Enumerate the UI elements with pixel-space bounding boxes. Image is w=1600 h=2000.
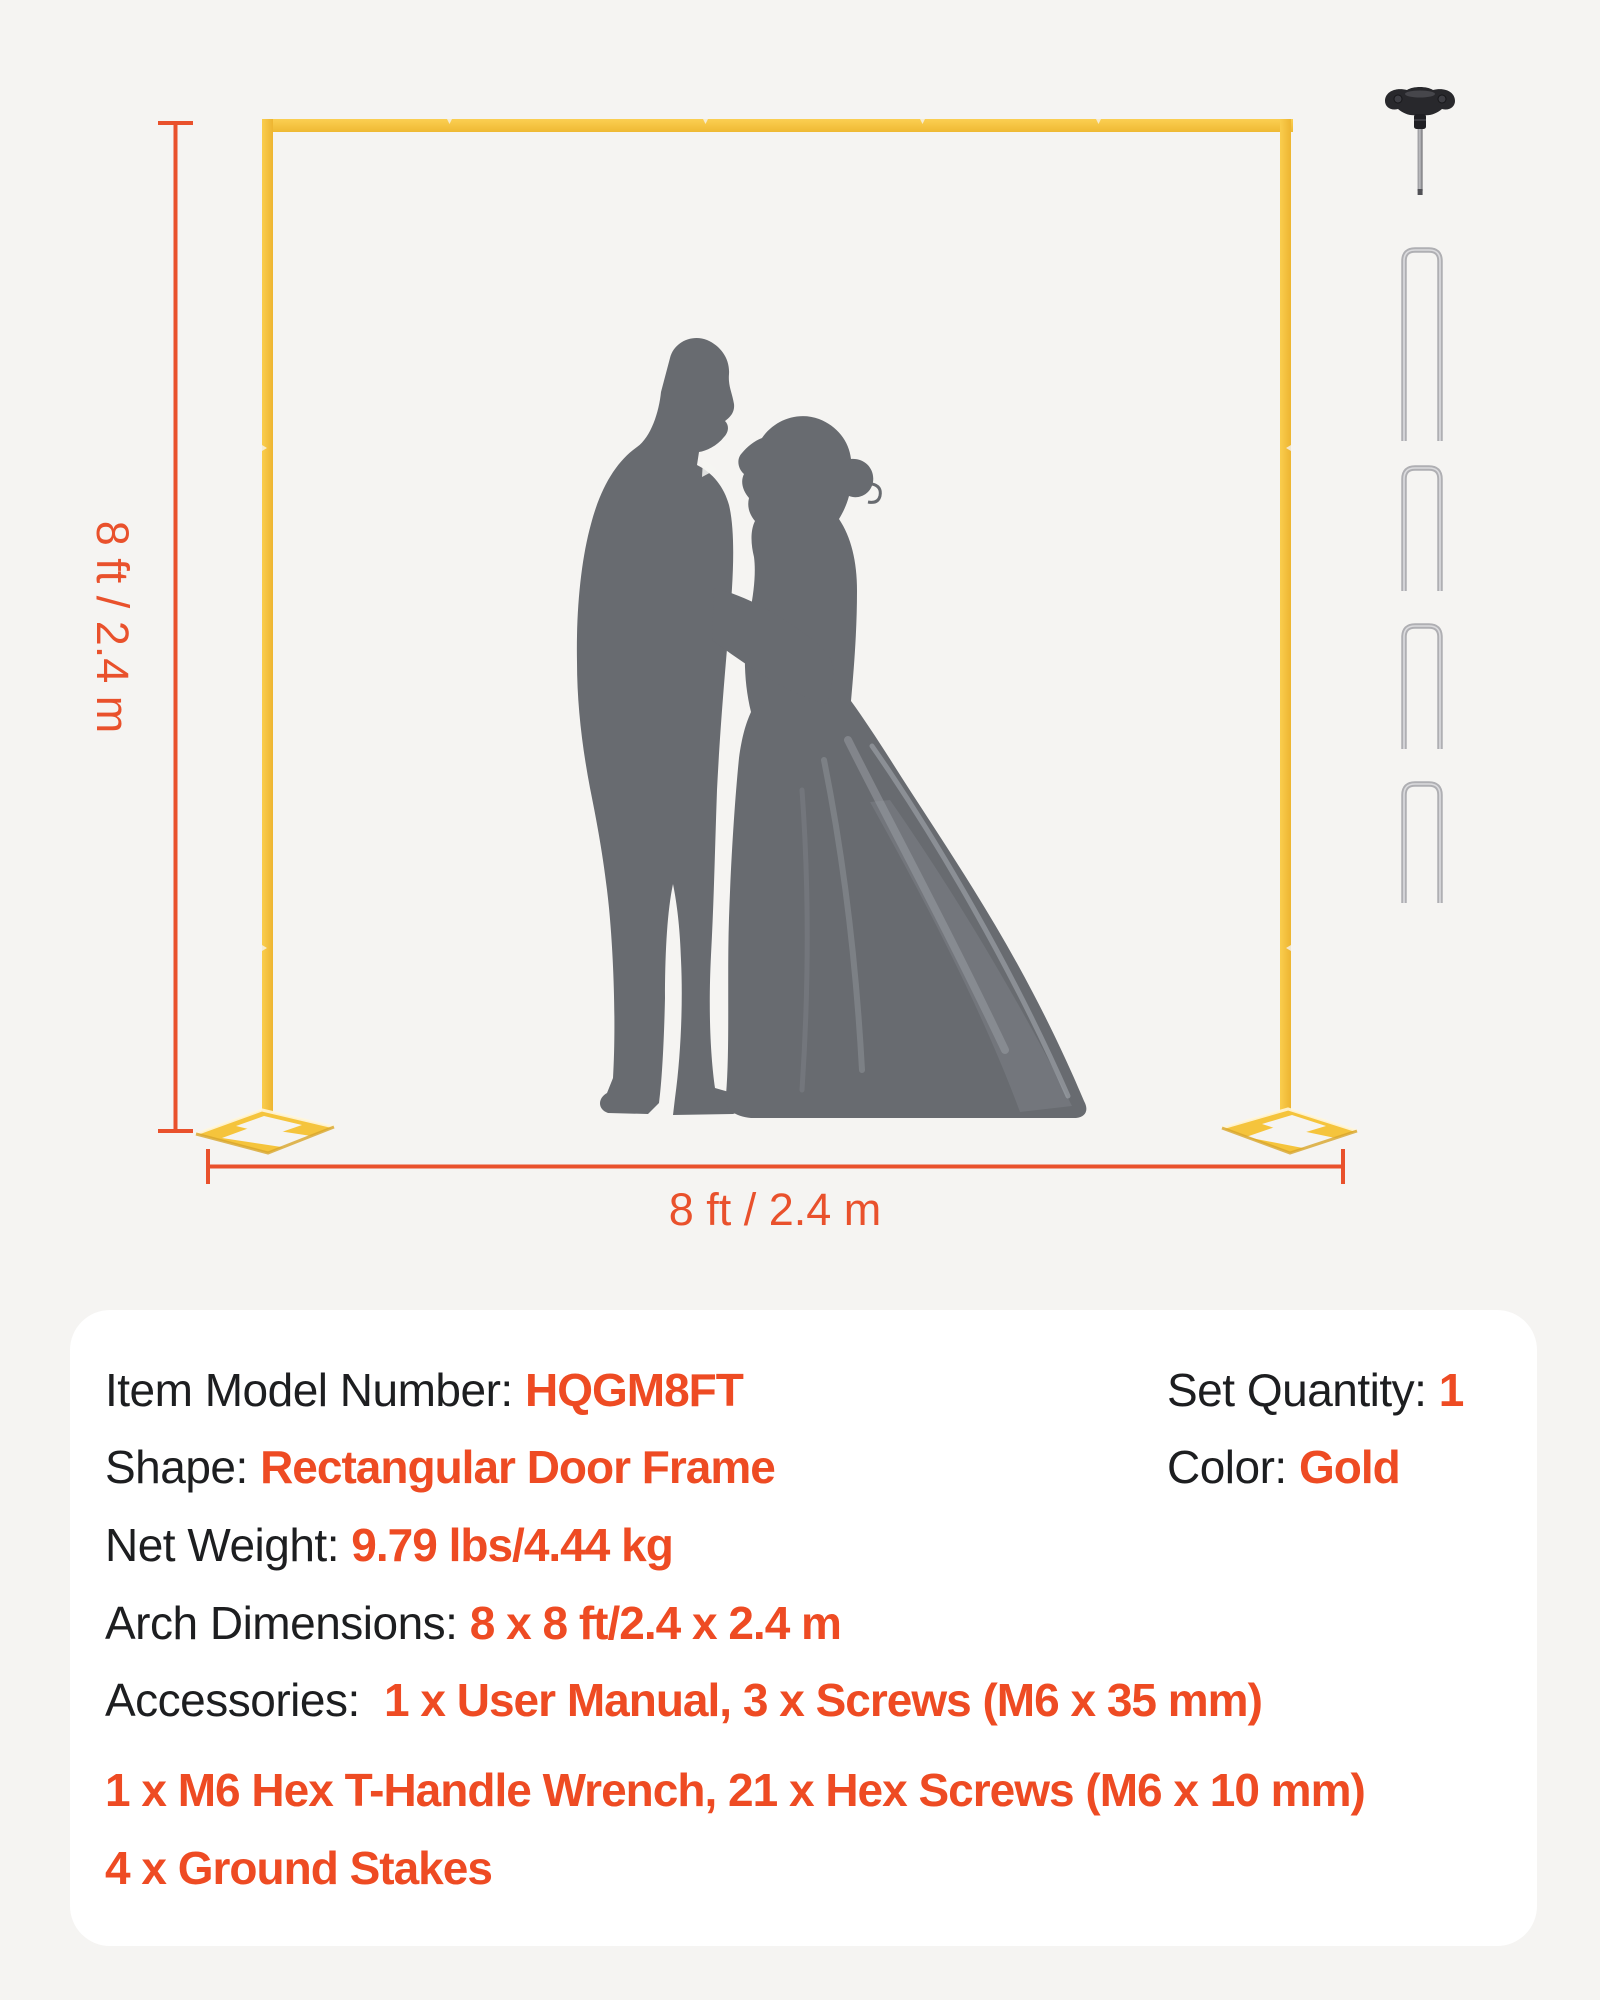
width-dimension-line xyxy=(208,1149,1343,1184)
spec-label: Net Weight: xyxy=(105,1519,352,1571)
spec-row-accessories xyxy=(105,1669,1262,1731)
groom-silhouette xyxy=(577,338,741,1115)
spec-label: Item Model Number: xyxy=(105,1364,525,1416)
ground-stake-icon-3 xyxy=(1404,626,1440,749)
spec-value: 9.79 lbs/4.44 kg xyxy=(351,1519,673,1571)
spec-value: 1 xyxy=(1438,1364,1464,1416)
spec-label: Shape: xyxy=(105,1441,261,1493)
spec-value: 1 x User Manual, 3 x Screws (M6 x 35 mm) xyxy=(384,1674,1262,1726)
spec-value: 1 x M6 Hex T-Handle Wrench, 21 x Hex Screws (M6 x 10 mm) xyxy=(105,1764,1365,1816)
spec-row-net-weight xyxy=(105,1514,673,1576)
spec-label: Arch Dimensions: xyxy=(105,1597,470,1649)
spec-label: Accessories: xyxy=(105,1674,373,1726)
ground-stake-icon-4 xyxy=(1404,784,1440,903)
spec-value: Gold xyxy=(1298,1441,1400,1493)
spec-row-accessories-cont xyxy=(105,1759,1365,1821)
height-dimension-label: 8 ft / 2.4 m xyxy=(87,520,138,734)
spec-row-shape xyxy=(105,1436,775,1498)
spec-value: Rectangular Door Frame xyxy=(260,1441,775,1493)
frame-left-base xyxy=(196,1110,334,1153)
spec-row-accessories-cont2 xyxy=(105,1837,492,1899)
spec-value: HQGM8FT xyxy=(524,1364,743,1416)
spec-panel xyxy=(70,1310,1537,1946)
spec-label: Color: xyxy=(1167,1441,1299,1493)
frame-right-base xyxy=(1222,1109,1357,1153)
spec-row-model xyxy=(105,1359,743,1421)
frame-right-pole xyxy=(1280,119,1291,1132)
spec-label: Set Quantity: xyxy=(1167,1364,1439,1416)
frame-left-pole xyxy=(262,119,273,1132)
spec-row-set-quantity xyxy=(1167,1359,1463,1421)
ground-stake-icon-2 xyxy=(1404,468,1440,591)
width-dimension-label: 8 ft / 2.4 m xyxy=(668,1184,882,1235)
t-handle-wrench-icon xyxy=(1385,87,1455,195)
bride-silhouette xyxy=(725,416,1086,1118)
frame-top-bar xyxy=(262,119,1293,132)
spec-value: 8 x 8 ft/2.4 x 2.4 m xyxy=(469,1597,841,1649)
spec-value: 4 x Ground Stakes xyxy=(105,1842,492,1894)
height-dimension-line xyxy=(158,123,193,1131)
spec-row-color xyxy=(1167,1436,1400,1498)
ground-stake-icon-1 xyxy=(1404,250,1440,441)
couple-silhouette xyxy=(577,338,1087,1118)
spec-row-arch-dimensions xyxy=(105,1592,841,1654)
